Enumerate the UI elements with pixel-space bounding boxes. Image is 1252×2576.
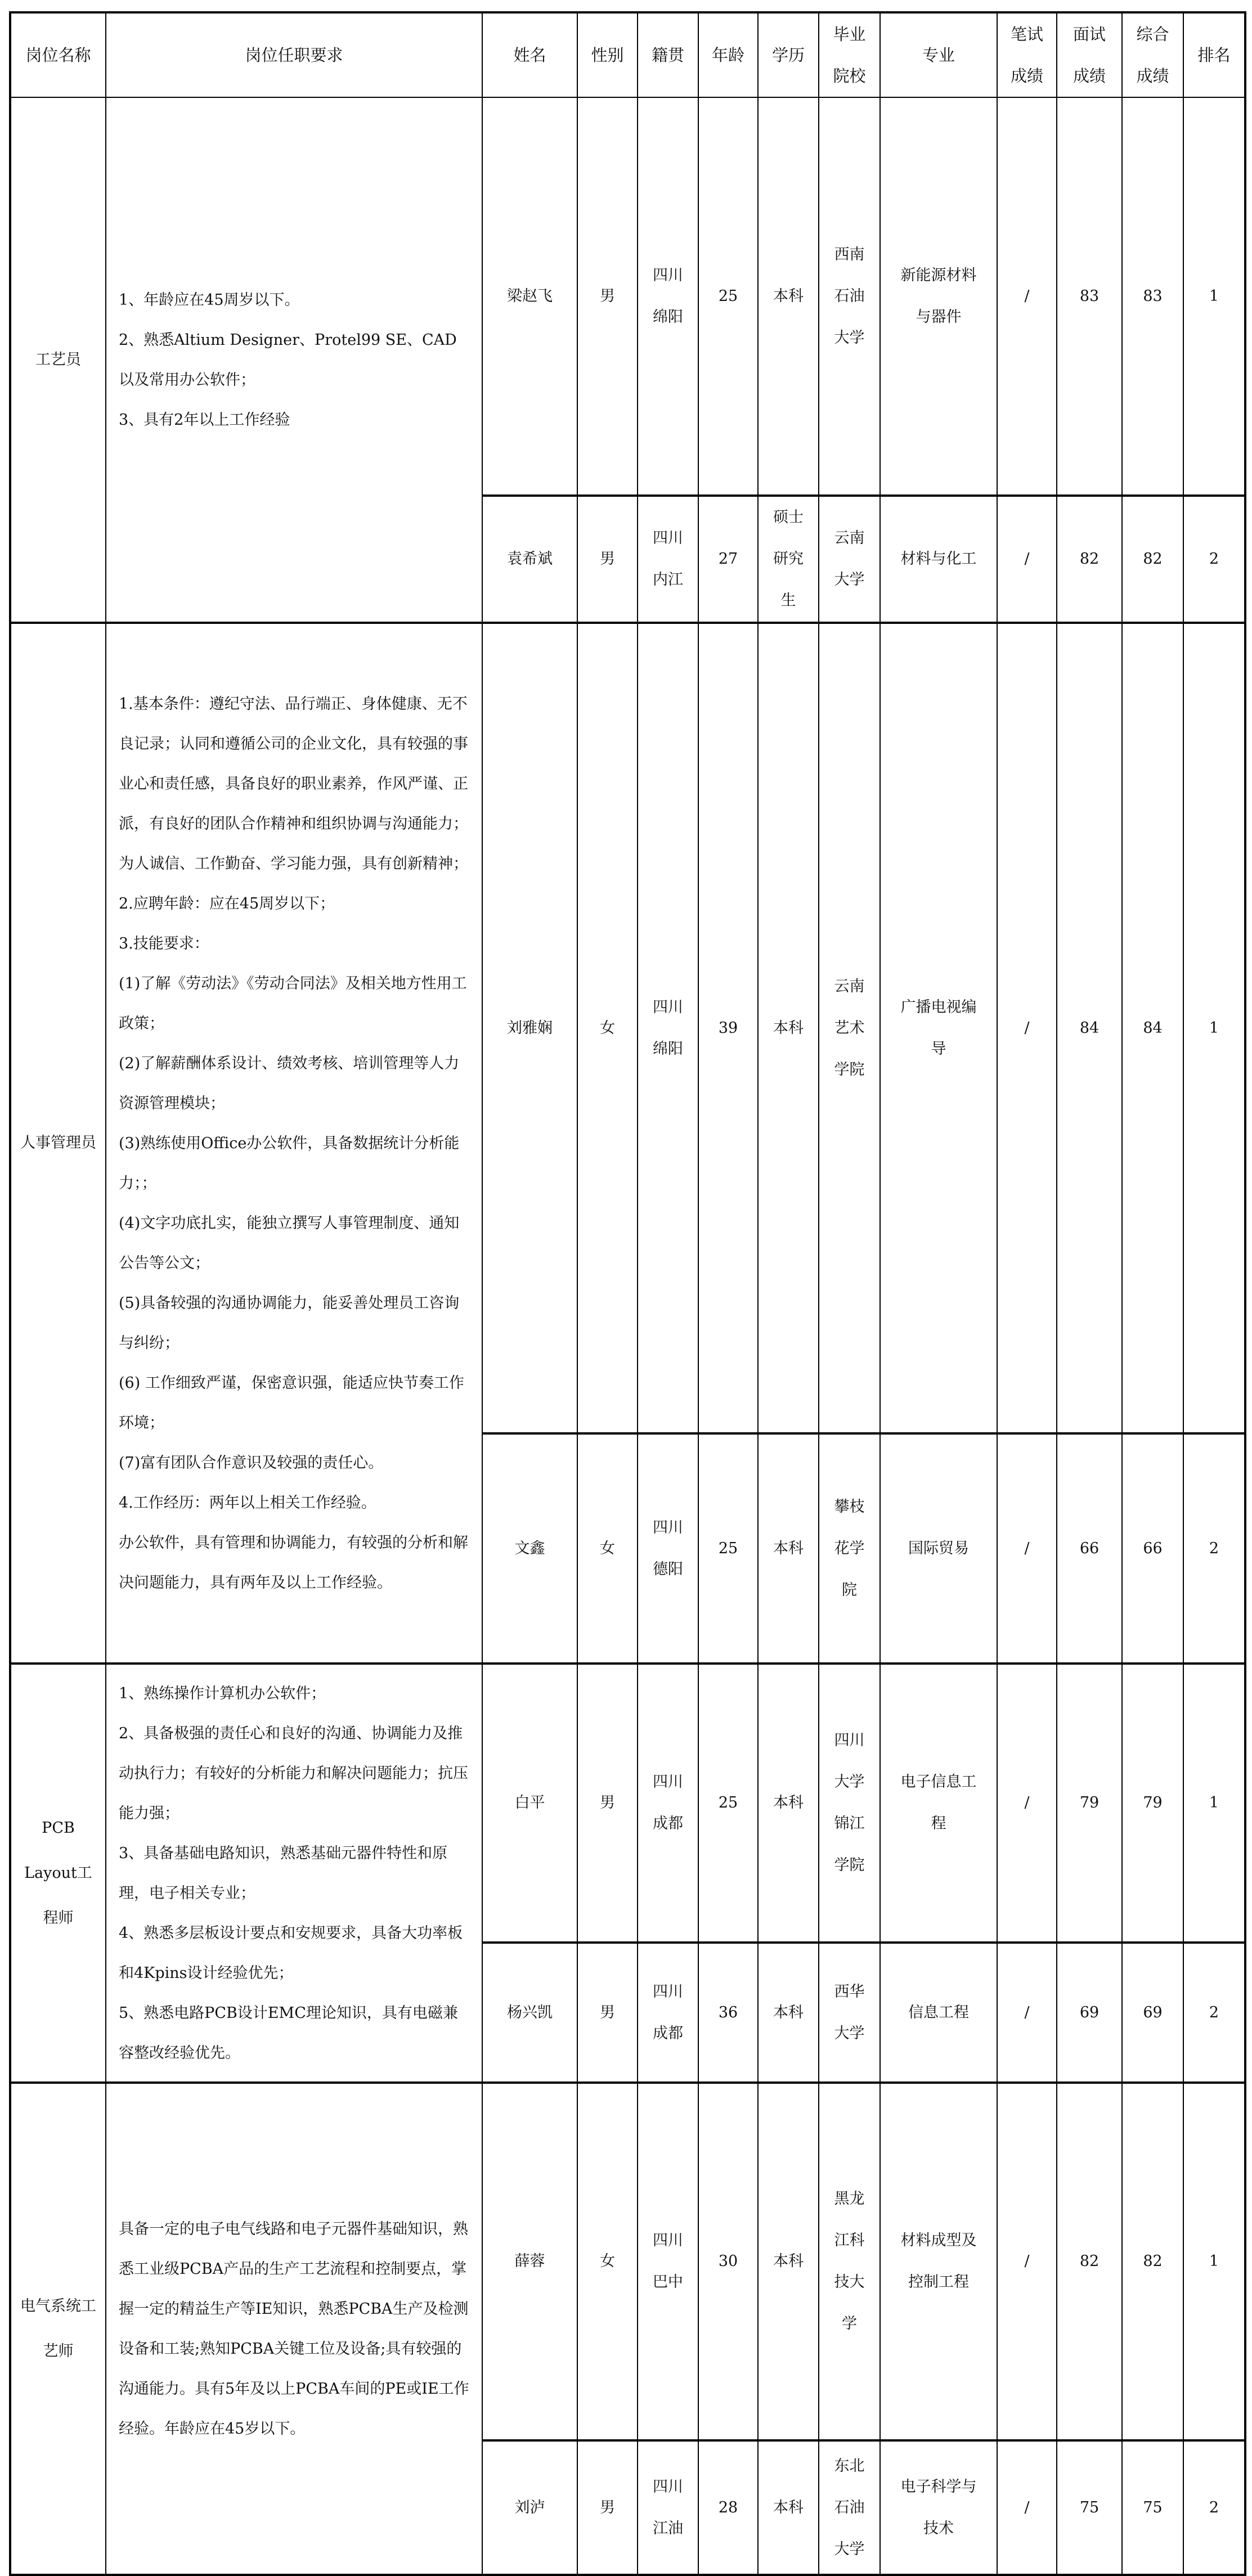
candidate-name: 文鑫: [482, 1433, 577, 1664]
total-score: 84: [1122, 623, 1183, 1433]
requirement-item: (5)具备较强的沟通协调能力，能妥善处理员工咨询与纠纷；: [119, 1294, 460, 1352]
table-row: [10, 1664, 1245, 1943]
interview-score: 69: [1057, 1943, 1122, 2083]
candidate-school: 云南大学: [819, 496, 880, 623]
candidate-name: 杨兴凯: [482, 1943, 577, 2083]
interview-score: 82: [1057, 2083, 1122, 2440]
requirement-item: 1、熟练操作计算机办公软件；: [119, 1684, 326, 1702]
candidate-rank: 2: [1183, 496, 1245, 623]
recruitment-results-table: [9, 11, 1246, 2576]
candidate-school: 攀枝花学院: [819, 1433, 880, 1664]
candidate-name: 白平: [482, 1664, 577, 1943]
candidate-education: 本科: [758, 2440, 819, 2575]
candidate-gender: 男: [577, 1664, 638, 1943]
header-requirements: 岗位任职要求: [106, 12, 482, 97]
written-score: /: [997, 2083, 1057, 2440]
candidate-education: 本科: [758, 623, 819, 1433]
total-score: 82: [1122, 2083, 1183, 2440]
header-gender: 性别: [577, 12, 638, 97]
written-score: /: [997, 2440, 1057, 2575]
requirement-item: 4、熟悉多层板设计要点和安规要求，具备大功率板和4Kpins设计经验优先；: [119, 1924, 463, 1982]
requirement-item: 2、熟悉Altium Designer、Protel99 SE、CAD以及常用办公软件；: [119, 331, 457, 389]
position-name: PCB Layout工程师: [10, 1664, 106, 2083]
total-score: 79: [1122, 1664, 1183, 1943]
written-score: /: [997, 623, 1057, 1433]
position-requirements: [106, 97, 482, 623]
candidate-age: 30: [698, 2083, 758, 2440]
candidate-major: 新能源材料与器件: [880, 97, 997, 496]
requirement-item: 3、具有2年以上工作经验: [119, 411, 290, 429]
candidate-rank: 1: [1183, 2083, 1245, 2440]
interview-score: 66: [1057, 1433, 1122, 1664]
candidate-rank: 2: [1183, 2440, 1245, 2575]
requirement-item: (2)了解薪酬体系设计、绩效考核、培训管理等人力资源管理模块；: [119, 1054, 460, 1112]
candidate-gender: 男: [577, 2440, 638, 2575]
candidate-name: 梁赵飞: [482, 97, 577, 496]
requirement-item: 5、熟悉电路PCB设计EMC理论知识，具有电磁兼容整改经验优先。: [119, 2004, 458, 2062]
candidate-gender: 男: [577, 97, 638, 496]
candidate-native-place: 四川成都: [638, 1664, 698, 1943]
requirement-item: (7)富有团队合作意识及较强的责任心。: [119, 1454, 384, 1472]
candidate-education: 本科: [758, 1433, 819, 1664]
candidate-education: 本科: [758, 1943, 819, 2083]
candidate-gender: 女: [577, 2083, 638, 2440]
written-score: /: [997, 1664, 1057, 1943]
candidate-name: 薛蓉: [482, 2083, 577, 2440]
candidate-school: 西华大学: [819, 1943, 880, 2083]
candidate-age: 28: [698, 2440, 758, 2575]
requirement-item: 3.技能要求：: [119, 934, 209, 952]
candidate-age: 27: [698, 496, 758, 623]
candidate-major: 信息工程: [880, 1943, 997, 2083]
requirement-item: 4.工作经历：两年以上相关工作经验。: [119, 1494, 376, 1512]
candidate-major: 材料与化工: [880, 496, 997, 623]
candidate-name: 刘泸: [482, 2440, 577, 2575]
candidate-gender: 男: [577, 496, 638, 623]
header-name: 姓名: [482, 12, 577, 97]
requirement-item: 3、具备基础电路知识，熟悉基础元器件特性和原理，电子相关专业；: [119, 1844, 448, 1902]
candidate-major: 国际贸易: [880, 1433, 997, 1664]
candidate-education: 硕士研究生: [758, 496, 819, 623]
interview-score: 79: [1057, 1664, 1122, 1943]
header-position: 岗位名称: [10, 12, 106, 97]
candidate-native-place: 四川绵阳: [638, 97, 698, 496]
requirement-item: 2、具备极强的责任心和良好的沟通、协调能力及推动执行力；有较好的分析能力和解决问题能力；抗压能力强；: [119, 1724, 468, 1822]
candidate-age: 36: [698, 1943, 758, 2083]
candidate-gender: 女: [577, 1433, 638, 1664]
table-row: [10, 623, 1245, 1433]
candidate-age: 25: [698, 97, 758, 496]
candidate-gender: 女: [577, 623, 638, 1433]
requirement-item: (1)了解《劳动法》《劳动合同法》及相关地方性用工政策；: [119, 974, 467, 1032]
candidate-native-place: 四川江油: [638, 2440, 698, 2575]
header-rank: 排名: [1183, 12, 1245, 97]
candidate-school: 东北石油大学: [819, 2440, 880, 2575]
header-written-score: 笔试成绩: [997, 12, 1057, 97]
table-row: [10, 97, 1245, 496]
total-score: 66: [1122, 1433, 1183, 1664]
interview-score: 75: [1057, 2440, 1122, 2575]
header-row: [10, 12, 1245, 97]
interview-score: 82: [1057, 496, 1122, 623]
candidate-age: 25: [698, 1433, 758, 1664]
header-age: 年龄: [698, 12, 758, 97]
written-score: /: [997, 97, 1057, 496]
written-score: /: [997, 496, 1057, 623]
header-native-place: 籍贯: [638, 12, 698, 97]
candidate-age: 25: [698, 1664, 758, 1943]
candidate-native-place: 四川绵阳: [638, 623, 698, 1433]
candidate-major: 电子科学与技术: [880, 2440, 997, 2575]
total-score: 69: [1122, 1943, 1183, 2083]
candidate-school: 黑龙江科技大学: [819, 2083, 880, 2440]
candidate-native-place: 四川成都: [638, 1943, 698, 2083]
requirement-item: (3)熟练使用Office办公软件，具备数据统计分析能力；；: [119, 1134, 460, 1192]
candidate-native-place: 四川德阳: [638, 1433, 698, 1664]
header-interview-score: 面试成绩: [1057, 12, 1122, 97]
candidate-school: 四川大学锦江学院: [819, 1664, 880, 1943]
requirement-item: 2.应聘年龄：应在45周岁以下；: [119, 894, 335, 912]
requirement-item: 具备一定的电子电气线路和电子元器件基础知识，熟悉工业级PCBA产品的生产工艺流程和控制要点，掌握一定的精益生产等IE知识，熟悉PCBA生产及检测设备和工装;熟知PCBA关键工位及设备;具有较强的沟通能力。具有5年及以上PCBA车间的PE或IE工作经验。年龄应在45岁以下。: [119, 2220, 469, 2438]
candidate-rank: 2: [1183, 1943, 1245, 2083]
candidate-rank: 2: [1183, 1433, 1245, 1664]
candidate-gender: 男: [577, 1943, 638, 2083]
candidate-rank: 1: [1183, 1664, 1245, 1943]
position-requirements: [106, 1664, 482, 2083]
candidate-education: 本科: [758, 97, 819, 496]
position-requirements: [106, 623, 482, 1664]
candidate-rank: 1: [1183, 97, 1245, 496]
requirement-item: (6) 工作细致严谨，保密意识强，能适应快节奏工作环境；: [119, 1374, 464, 1432]
interview-score: 84: [1057, 623, 1122, 1433]
candidate-age: 39: [698, 623, 758, 1433]
candidate-native-place: 四川内江: [638, 496, 698, 623]
position-requirements: [106, 2083, 482, 2575]
header-total-score: 综合成绩: [1122, 12, 1183, 97]
table-body: [10, 97, 1245, 2575]
requirement-item: 1、年龄应在45周岁以下。: [119, 291, 300, 309]
candidate-name: 袁希斌: [482, 496, 577, 623]
candidate-education: 本科: [758, 2083, 819, 2440]
interview-score: 83: [1057, 97, 1122, 496]
candidate-major: 电子信息工程: [880, 1664, 997, 1943]
candidate-education: 本科: [758, 1664, 819, 1943]
table-row: [10, 2083, 1245, 2440]
header-major: 专业: [880, 12, 997, 97]
total-score: 82: [1122, 496, 1183, 623]
total-score: 83: [1122, 97, 1183, 496]
candidate-major: 广播电视编导: [880, 623, 997, 1433]
requirement-item: (4)文字功底扎实，能独立撰写人事管理制度、通知公告等公文；: [119, 1214, 460, 1272]
header-school: 毕业院校: [819, 12, 880, 97]
requirement-item: 办公软件，具有管理和协调能力，有较强的分析和解决问题能力，具有两年及以上工作经验。: [119, 1534, 468, 1592]
candidate-native-place: 四川巴中: [638, 2083, 698, 2440]
candidate-rank: 1: [1183, 623, 1245, 1433]
requirement-item: 1.基本条件：遵纪守法、品行端正、身体健康、无不良记录；认同和遵循公司的企业文化，具有较强的事业心和责任感，具备良好的职业素养，作风严谨、正派，有良好的团队合作精神和组织协调与沟通能力；为人诚信、工作勤奋、学习能力强，具有创新精神；: [119, 695, 468, 873]
candidate-school: 云南艺术学院: [819, 623, 880, 1433]
position-name: 工艺员: [10, 97, 106, 623]
candidate-name: 刘雅娴: [482, 623, 577, 1433]
position-name: 电气系统工艺师: [10, 2083, 106, 2575]
total-score: 75: [1122, 2440, 1183, 2575]
written-score: /: [997, 1433, 1057, 1664]
written-score: /: [997, 1943, 1057, 2083]
header-education: 学历: [758, 12, 819, 97]
candidate-school: 西南石油大学: [819, 97, 880, 496]
position-name: 人事管理员: [10, 623, 106, 1664]
candidate-major: 材料成型及控制工程: [880, 2083, 997, 2440]
